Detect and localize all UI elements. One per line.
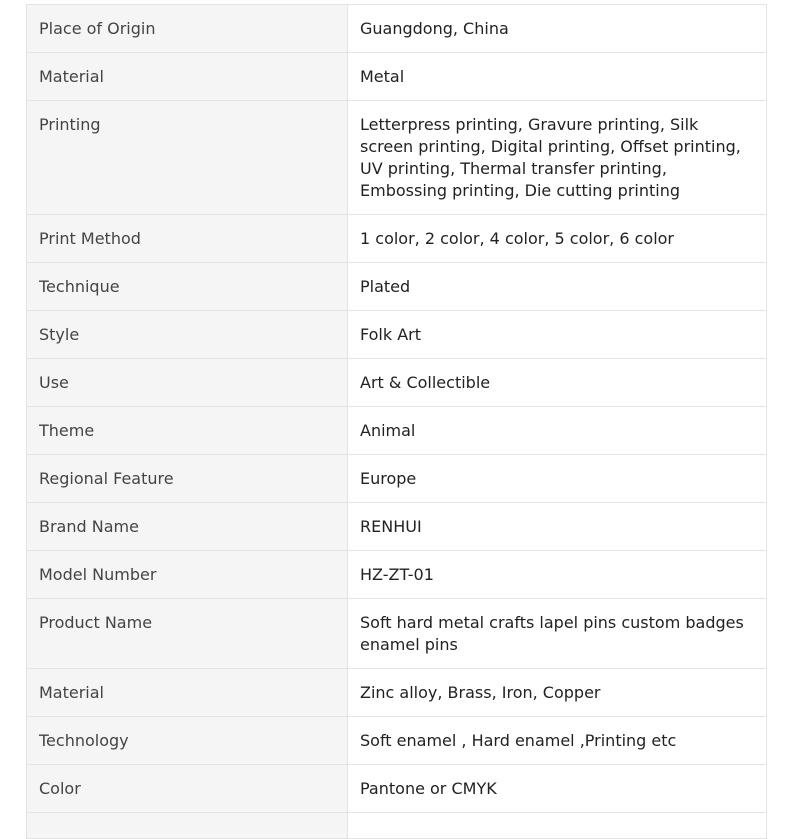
spec-label: Theme (27, 407, 348, 455)
spec-row-print-method (27, 215, 767, 263)
spec-value: Letterpress printing, Gravure printing, Silk screen printing, Digital printing, Offset printing, UV printing, Thermal transfer printing, Embossing printing, Die cutting printing (348, 101, 767, 215)
spec-label: Place of Origin (27, 5, 348, 53)
spec-value: Guangdong, China (348, 5, 767, 53)
spec-row-model-number (27, 551, 767, 599)
spec-label: Technique (27, 263, 348, 311)
spec-label: Model Number (27, 551, 348, 599)
spec-row-material (27, 53, 767, 101)
spec-row-use (27, 359, 767, 407)
spec-label: Material (27, 669, 348, 717)
spec-label: Style (27, 311, 348, 359)
spec-value: Animal (348, 407, 767, 455)
spec-label: Brand Name (27, 503, 348, 551)
product-specs-table (26, 4, 767, 839)
spec-label: Use (27, 359, 348, 407)
spec-label (27, 813, 348, 839)
spec-label: Print Method (27, 215, 348, 263)
spec-value: Soft enamel , Hard enamel ,Printing etc (348, 717, 767, 765)
spec-value: Plated (348, 263, 767, 311)
spec-value: Zinc alloy, Brass, Iron, Copper (348, 669, 767, 717)
spec-value: HZ-ZT-01 (348, 551, 767, 599)
spec-label: Regional Feature (27, 455, 348, 503)
spec-row-product-name (27, 599, 767, 669)
spec-value: Folk Art (348, 311, 767, 359)
spec-label: Technology (27, 717, 348, 765)
spec-row-place-of-origin (27, 5, 767, 53)
spec-row-partial (27, 813, 767, 839)
spec-label: Printing (27, 101, 348, 215)
spec-value: RENHUI (348, 503, 767, 551)
spec-row-printing (27, 101, 767, 215)
spec-row-technique (27, 263, 767, 311)
spec-label: Material (27, 53, 348, 101)
spec-value (348, 813, 767, 839)
spec-value: Soft hard metal crafts lapel pins custom badges enamel pins (348, 599, 767, 669)
spec-row-regional-feature (27, 455, 767, 503)
spec-label: Color (27, 765, 348, 813)
spec-value: Metal (348, 53, 767, 101)
spec-row-technology (27, 717, 767, 765)
spec-value: 1 color, 2 color, 4 color, 5 color, 6 color (348, 215, 767, 263)
spec-value: Art & Collectible (348, 359, 767, 407)
spec-value: Europe (348, 455, 767, 503)
spec-row-theme (27, 407, 767, 455)
spec-row-style (27, 311, 767, 359)
spec-row-color (27, 765, 767, 813)
spec-row-material-detail (27, 669, 767, 717)
spec-label: Product Name (27, 599, 348, 669)
spec-row-brand-name (27, 503, 767, 551)
spec-value: Pantone or CMYK (348, 765, 767, 813)
